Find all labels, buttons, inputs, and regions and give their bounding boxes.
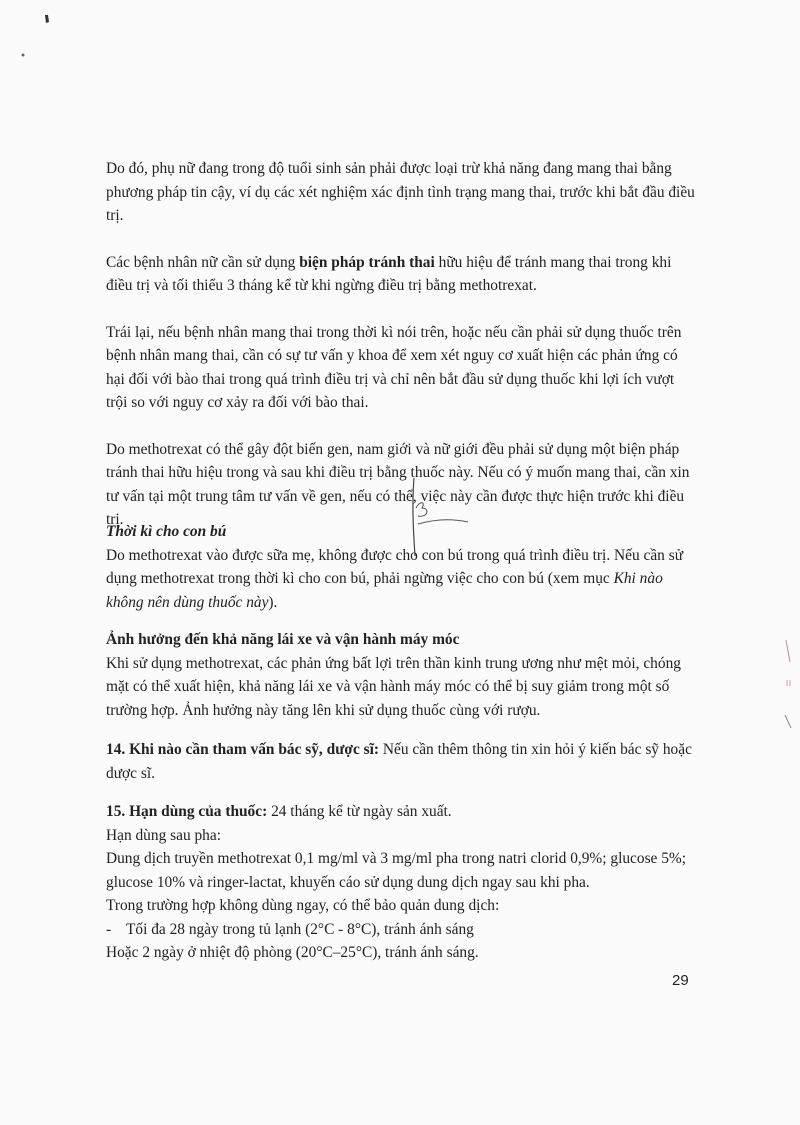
driving-text: Khi sử dụng methotrexat, các phản ứng bất lợi trên thần kinh trung ương như mệt mỏi, chóng mặt có thể xuất hiện, khả năng lái xe và vận hành máy móc có thể bị suy giảm trong một số trường hợp. Ảnh hưởng này tăng lên khi sử dụng thuốc cùng với rượu. xyxy=(106,654,681,719)
section-15-storage-intro: Trong trường hợp không dùng ngay, có thể bảo quản dung dịch: xyxy=(106,897,500,914)
bullet-text: Tối đa 28 ngày trong tủ lạnh (2°C - 8°C), tránh ánh sáng xyxy=(126,920,474,938)
section-14-text xyxy=(106,738,698,785)
section-15-first-line xyxy=(106,800,698,824)
scan-speck-mark xyxy=(44,14,50,24)
section-14-heading: 14. Khi nào cần tham vấn bác sỹ, dược sĩ: xyxy=(106,741,380,758)
paragraph-pregnancy-exclusion: Do đó, phụ nữ đang trong độ tuổi sinh sản phải được loại trừ khả năng đang mang thai bằng phương pháp tin cậy, ví dụ các xét nghiệm xác định tình trạng mang thai, trước khi bắt đầu điều trị. xyxy=(106,160,695,224)
pregnancy-section xyxy=(106,157,698,532)
page-number: 29 xyxy=(672,972,689,989)
paragraph-mutation: Do methotrexat có thể gây đột biến gen, nam giới và nữ giới đều phải sử dụng một biện pháp tránh thai hữu hiệu trong và sau khi điều trị bằng thuốc này. Nếu có ý muốn mang thai, cần xin tư vấn tại một trung tâm tư vấn về gen, nếu có thể, việc này cần được thực hiện trước khi điều trị. xyxy=(106,440,690,528)
breastfeeding-section xyxy=(106,520,698,614)
paragraph-text: ). xyxy=(268,593,278,611)
section-15-heading: 15. Hạn dùng của thuốc: xyxy=(106,803,268,820)
breastfeeding-heading: Thời kì cho con bú xyxy=(106,523,227,540)
driving-section xyxy=(106,628,698,722)
paragraph-text: Nếu cần thêm thông tin xin hỏi ý kiến bác sỹ hoặc dược sĩ. xyxy=(106,741,692,782)
paragraph-text: hữu hiệu để tránh mang thai trong khi điều trị và tối thiểu 3 tháng kể từ khi ngừng điều trị bằng methotrexat. xyxy=(106,253,672,294)
cross-reference: Khi nào không nên dùng thuốc này xyxy=(106,570,663,611)
paragraph-text: Do methotrexat vào được sữa mẹ, không được cho con bú trong quá trình điều trị. Nếu cần sử dụng methotrexat trong thời kì cho con bú, phải ngừng việc cho con bú (xem mục xyxy=(106,546,684,587)
paragraph-contraception xyxy=(106,251,698,298)
section-15-bullet xyxy=(106,918,698,942)
breastfeeding-text xyxy=(106,544,698,615)
section-15-room-temp: Hoặc 2 ngày ở nhiệt độ phòng (20°C–25°C), tránh ánh sáng. xyxy=(106,944,479,961)
bullet-dash: - xyxy=(106,920,112,938)
section-15-after-reconstitution: Hạn dùng sau pha: xyxy=(106,826,221,844)
margin-mark xyxy=(782,640,796,730)
paragraph-text: Các bệnh nhân nữ cần sử dụng xyxy=(106,253,300,271)
section-15-solution-text: Dung dịch truyền methotrexat 0,1 mg/ml và 3 mg/ml pha trong natri clorid 0,9%; glucose 5%; glucose 10% và ringer-lactat, khuyến cáo sử dụng dung dịch ngay sau khi pha. xyxy=(106,850,687,891)
emphasis-contraception: biện pháp tránh thai xyxy=(299,253,435,271)
paragraph-pregnant-patient: Trái lại, nếu bệnh nhân mang thai trong thời kì nói trên, hoặc nếu cần phải sử dụng thuốc trên bệnh nhân mang thai, cần có sự tư vấn y khoa để xem xét nguy cơ xuất hiện các phản ứng có hại đối với bào thai trong quá trình điều trị và chỉ nên bắt đầu sử dụng thuốc khi lợi ích vượt trội so với nguy cơ xảy ra đối với bào thai. xyxy=(106,323,682,411)
driving-heading: Ảnh hưởng đến khả năng lái xe và vận hành máy móc xyxy=(106,631,460,648)
scan-speck-mark xyxy=(20,52,26,58)
section-14 xyxy=(106,738,698,785)
section-15 xyxy=(106,800,698,965)
paragraph-text: 24 tháng kể từ ngày sản xuất. xyxy=(267,803,452,820)
